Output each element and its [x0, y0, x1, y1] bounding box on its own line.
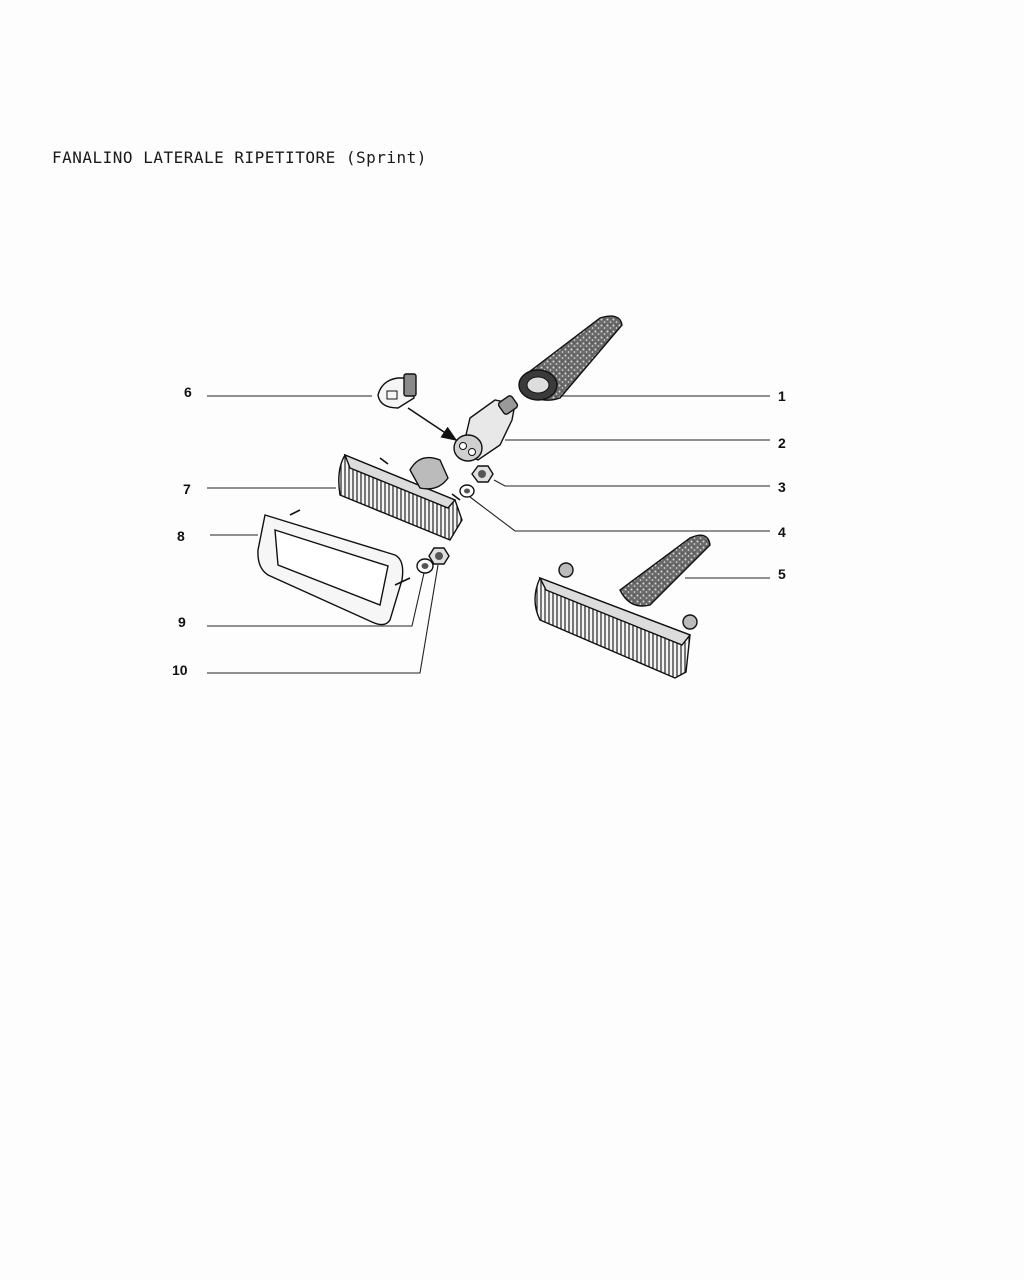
callout-5: 5 [778, 566, 786, 582]
callout-10: 10 [172, 662, 188, 678]
part-9-washer [417, 559, 433, 573]
part-5-assembled-lamp [535, 535, 710, 678]
callout-4: 4 [778, 524, 786, 540]
part-10-nut [429, 548, 449, 564]
part-6-bulb [378, 374, 456, 440]
part-2-bulb-holder [454, 395, 519, 461]
callout-8: 8 [177, 528, 185, 544]
part-4-washer [460, 485, 474, 497]
callout-3: 3 [778, 479, 786, 495]
callout-7: 7 [183, 481, 191, 497]
page-title: FANALINO LATERALE RIPETITORE (Sprint) [52, 148, 427, 167]
callout-6: 6 [184, 384, 192, 400]
part-3-nut [472, 466, 493, 482]
part-1-rubber-boot [519, 316, 622, 400]
callout-1: 1 [778, 388, 786, 404]
part-7-lamp-body [339, 455, 462, 540]
callout-2: 2 [778, 435, 786, 451]
part-8-lens-frame [258, 510, 410, 625]
callout-9: 9 [178, 614, 186, 630]
